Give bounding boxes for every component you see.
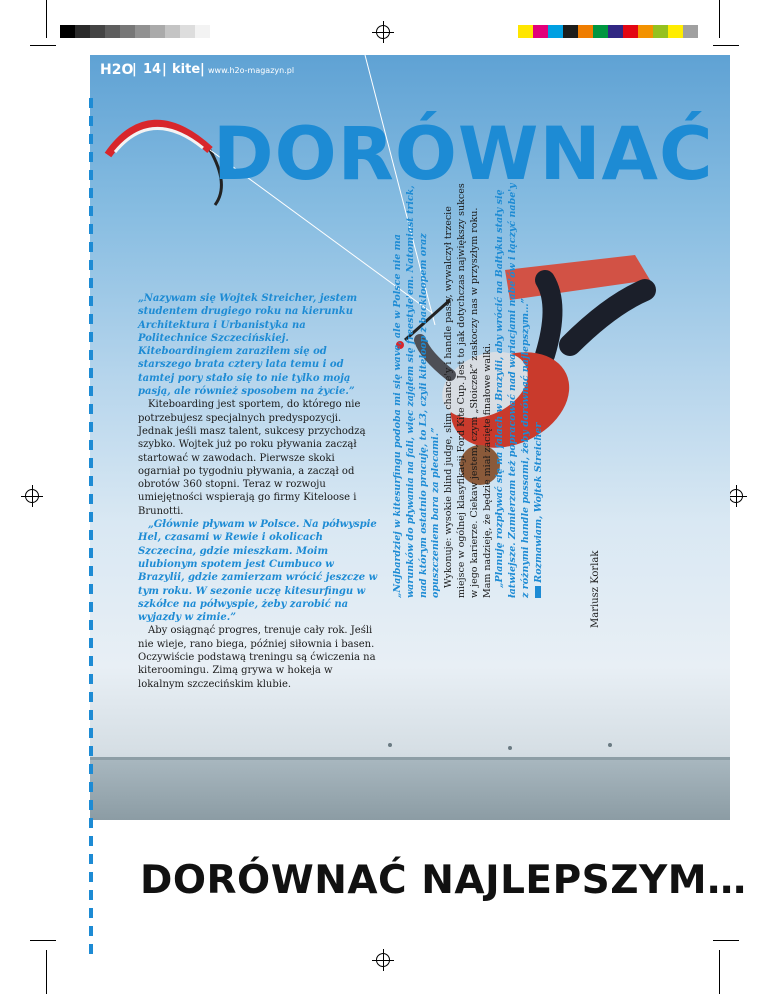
registration-mark-top <box>376 25 390 39</box>
article-column <box>138 292 378 691</box>
intro-quote: „Nazywam się Wojtek Streicher, jestem studentem drugiego roku na kierunku Architektura i Urbanistyka na Politechnice Szczecińskiej. Kiteboardingiem zaraziłem się od starszego brata cztery lata temu i od tamtej pory stało się to nie tylko moją pasją, ale również sposobem na życie.” <box>138 293 358 398</box>
crop-mark <box>30 940 56 941</box>
interview-signature <box>533 183 546 598</box>
registration-mark-right <box>729 489 743 503</box>
crop-mark <box>713 45 739 46</box>
crop-mark <box>46 950 47 994</box>
rotated-text-column <box>392 183 602 598</box>
pull-quote: „Najbardziej w kitesurfingu podoba mi się wave, ale w Polsce nie ma warunków do pływania na fali, więc zająłem się freestyle'em. Natomiast trick, nad którym ostatnio pracuję, to L3, czyli kiteloop z backloopem oraz opuszczeniem bara za plecami.” <box>392 185 442 598</box>
crop-mark <box>713 940 739 941</box>
page-title: DORÓWNAĆ <box>213 112 714 197</box>
page-number: 14 <box>143 62 162 77</box>
paragraph: Kiteboarding jest sportem, do którego nie potrzebujesz specjalnych predyspozycji. Jednak jeśli masz talent, sukcesy przychodzą szybko. Wojtek już po roku pływania zaczął startować w zawodach. Pierwsze skoki ogarniał po tygodniu pływania, a zaczął od obrotów 360 stopni. Teraz w rozwoju umiejętności wspierają go firmy Kiteloose i Brunotti. <box>138 399 366 517</box>
section-name: kite <box>172 62 201 77</box>
crop-mark <box>719 0 720 38</box>
registration-mark-bottom <box>376 953 390 967</box>
end-mark <box>535 586 541 598</box>
grayscale-color-bar <box>60 25 210 38</box>
header-separator: | <box>200 62 205 77</box>
dashed-margin-rule <box>89 98 93 958</box>
crop-mark <box>719 950 720 994</box>
author-name: Mariusz Korlak <box>590 550 601 628</box>
header-separator: | <box>162 62 167 77</box>
paragraph: Wykonuje: wysokie blind judge, slim chance'y i handle passy, wywalczył trzecie miejsce w ogólnej klasyfikacji Ford Kite Cup. Jest to jak dotychczas największy sukces w jego karierze. Ciekaw jestem, czym „Słoiczek” zaskoczy nas w przyszłym roku. Mam nadzieję, że będzie miał zacięte finałowe walki. <box>443 183 493 598</box>
pull-quote: „Planuję rozpływać się na falach w Brazylii, aby wrócić na Bałtyku stały się łatwiejsze. Zamierzam też popracować nad wariacjami nabe'ów i łączyć nabe'y z różnymi handle passami, żeby dorównać najlepszym…” <box>494 183 531 598</box>
header-separator: | <box>132 62 137 77</box>
cmyk-color-bar <box>518 25 698 38</box>
crop-mark <box>30 45 56 46</box>
pull-quote: „Głównie pływam w Polsce. Na półwyspie Hel, czasami w Rewie i okolicach Szczecina, gdzie mieszkam. Moim ulubionym spotem jest Cumbuco w Brazylii, gdzie zamierzam wrócić jeszcze w tym roku. W sezonie uczę kitesurfingu w szkółce na półwyspie, żeby zarobić na wyjazdy w zimie.” <box>138 519 378 624</box>
magazine-logo: H2O <box>100 62 134 78</box>
registration-mark-left <box>25 489 39 503</box>
signature-text: Rozmawiam, Wojtek Streicher <box>532 422 544 583</box>
paragraph: Aby osiągnąć progres, trenuje cały rok. Jeśli nie wieje, rano biega, później siłownia i basen. Oczywiście podstawą treningu są ćwiczenia na kiteroomingu. Zimą grywa w hokeja w lokalnym szczecińskim klubie. <box>138 625 376 690</box>
crop-mark <box>46 0 47 38</box>
bottom-headline: DORÓWNAĆ NAJLEPSZYM… <box>140 858 747 903</box>
website-url: www.h2o-magazyn.pl <box>208 66 295 75</box>
